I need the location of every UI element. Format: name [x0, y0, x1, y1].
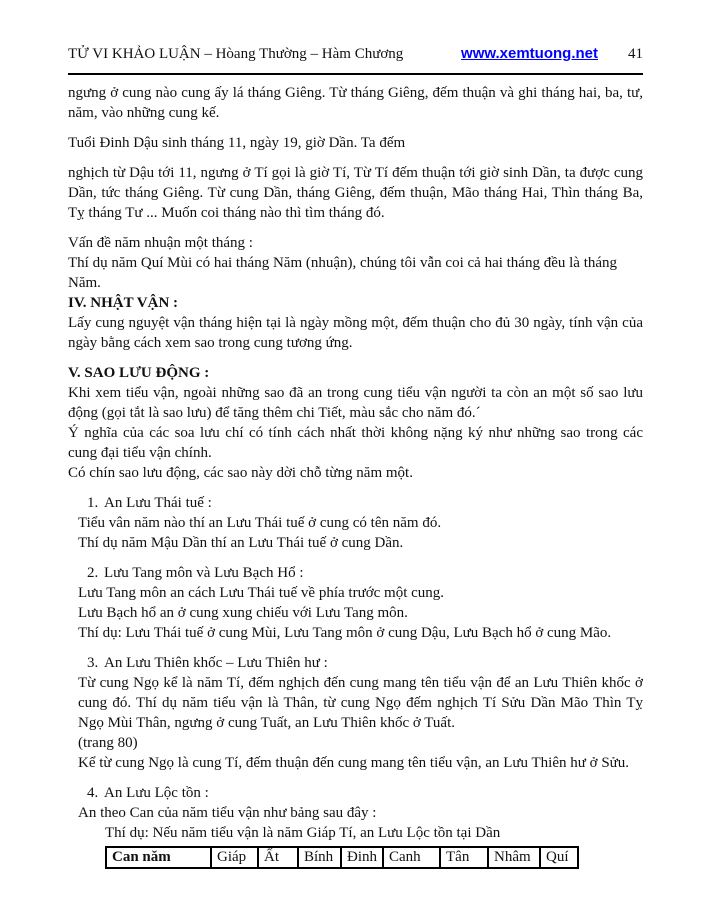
- table-header-cell: Bính: [298, 847, 341, 868]
- body-paragraph: Tuổi Đinh Dậu sinh tháng 11, ngày 19, giờ Dần. Ta đếm: [68, 135, 406, 151]
- body-paragraph: Thí dụ: Nếu năm tiểu vận là năm Giáp Tí, an Lưu Lộc tồn tại Dần: [105, 825, 501, 841]
- item-title: An Lưu Lộc tồn :: [104, 785, 209, 801]
- body-paragraph: Có chín sao lưu động, các sao này dời chỗ từng năm một.: [68, 465, 413, 481]
- section-heading-iv: IV. NHẬT VẬN :: [68, 295, 179, 311]
- table-header-cell: Quí: [540, 847, 578, 868]
- body-paragraph: An theo Can của năm tiểu vận như bảng sau đây :: [78, 805, 377, 821]
- item-number: 4.: [87, 785, 99, 801]
- table-header-cell: Ất: [258, 847, 298, 868]
- body-paragraph: Thí dụ năm Quí Mùi có hai tháng Năm (nhuận), chúng tôi vẫn coi cả hai tháng đều là tháng Năm.: [68, 255, 618, 291]
- body-paragraph: Vấn đề năm nhuận một tháng :: [68, 235, 253, 251]
- body-paragraph: Ý nghĩa của các soa lưu chí có tính cách nhất thời không nặng ký như những sao trong các cung đại tiểu vận chính.: [68, 425, 643, 461]
- table-header-cell: Canh: [383, 847, 440, 868]
- body-paragraph: ngưng ở cung nào cung ấy lá tháng Giêng. Từ tháng Giêng, đếm thuận và ghi tháng hai, ba, tư, năm, vào những cung kế.: [68, 85, 643, 121]
- item-number: 3.: [87, 655, 99, 671]
- item-number: 2.: [87, 565, 99, 581]
- body-paragraph: Khi xem tiểu vận, ngoài những sao đã an trong cung tiểu vận người ta còn an một số sao lưu động (gọi tắt là sao lưu) để tăng thêm chi Tiết, màu sắc cho năm đó.´: [68, 385, 643, 421]
- section-item-heading: [78, 493, 643, 513]
- section-item-heading: [78, 653, 643, 673]
- luu-loc-ton-table: [105, 846, 579, 869]
- body-paragraph: Lưu Bạch hổ an ở cung xung chiếu với Lưu Tang môn.: [78, 605, 408, 621]
- item-number: 1.: [87, 495, 99, 511]
- numbered-section-2: [78, 563, 643, 643]
- website-link[interactable]: www.xemtuong.net: [461, 45, 598, 62]
- table-header-cell: Nhâm: [488, 847, 540, 868]
- section-item-heading: [78, 783, 643, 803]
- body-paragraph: Từ cung Ngọ kể là năm Tí, đếm nghịch đến cung mang tên tiểu vận để an Lưu Thiên khốc ở cung đó. Thí dụ năm tiểu vận là Thân, từ cung Ngọ đếm nghịch Tí Sửu Dần Mão Thìn Tỵ Ngọ Mùi Thân, ngưng ở cung Tuất, an Lưu Thiên khốc ở Tuất.: [78, 675, 643, 731]
- body-paragraph: Thí dụ: Lưu Thái tuế ở cung Mùi, Lưu Tang môn ở cung Dậu, Lưu Bạch hổ ở cung Mão.: [78, 625, 612, 641]
- numbered-section-4: [78, 783, 643, 843]
- body-paragraph: Kể từ cung Ngọ là cung Tí, đếm thuận đến cung mang tên tiểu vận, an Lưu Thiên hư ở Sửu.: [78, 755, 630, 771]
- item-title: An Lưu Thiên khốc – Lưu Thiên hư :: [104, 655, 328, 671]
- body-paragraph: Tiểu vân năm nào thí an Lưu Thái tuế ở cung có tên năm đó.: [78, 515, 442, 531]
- body-paragraph: Thí dụ năm Mậu Dần thí an Lưu Thái tuế ở cung Dần.: [78, 535, 404, 551]
- table-header-cell: Đinh: [341, 847, 383, 868]
- table-header-cell: Can năm: [106, 847, 211, 868]
- body-paragraph: Lấy cung nguyệt vận tháng hiện tại là ngày mồng một, đếm thuận cho đủ 30 ngày, tính vận của ngày bằng cách xem sao trong cung tương ứng.: [68, 315, 643, 351]
- book-title: TỬ VI KHẢO LUẬN – Hòang Thường – Hàm Chương: [68, 46, 404, 62]
- numbered-section-3: [78, 653, 643, 773]
- table-header-row: [106, 847, 578, 868]
- table-header-cell: Tân: [440, 847, 488, 868]
- page-number: 41: [628, 46, 643, 62]
- section-heading-v: V. SAO LƯU ĐỘNG :: [68, 365, 210, 381]
- body-paragraph: nghịch từ Dậu tới 11, ngưng ở Tí gọi là giờ Tí, Từ Tí đếm thuận tới giờ sinh Dần, ta được cung Dần, tức tháng Giêng. Từ cung Dần, tháng Giêng, đếm thuận, Mão tháng Hai, Thìn tháng Ba, Tỵ tháng Tư ... Muốn coi tháng nào thì tìm tháng đó.: [68, 165, 643, 221]
- item-title: An Lưu Thái tuế :: [104, 495, 212, 511]
- table-header-cell: Giáp: [211, 847, 258, 868]
- numbered-section-1: [78, 493, 643, 553]
- item-title: Lưu Tang môn và Lưu Bạch Hổ :: [104, 565, 304, 581]
- page-body: [68, 75, 643, 869]
- body-paragraph: Lưu Tang môn an cách Lưu Thái tuế về phía trước một cung.: [78, 585, 445, 601]
- page-header: [68, 0, 643, 64]
- section-item-heading: [78, 563, 643, 583]
- body-paragraph: (trang 80): [78, 735, 138, 751]
